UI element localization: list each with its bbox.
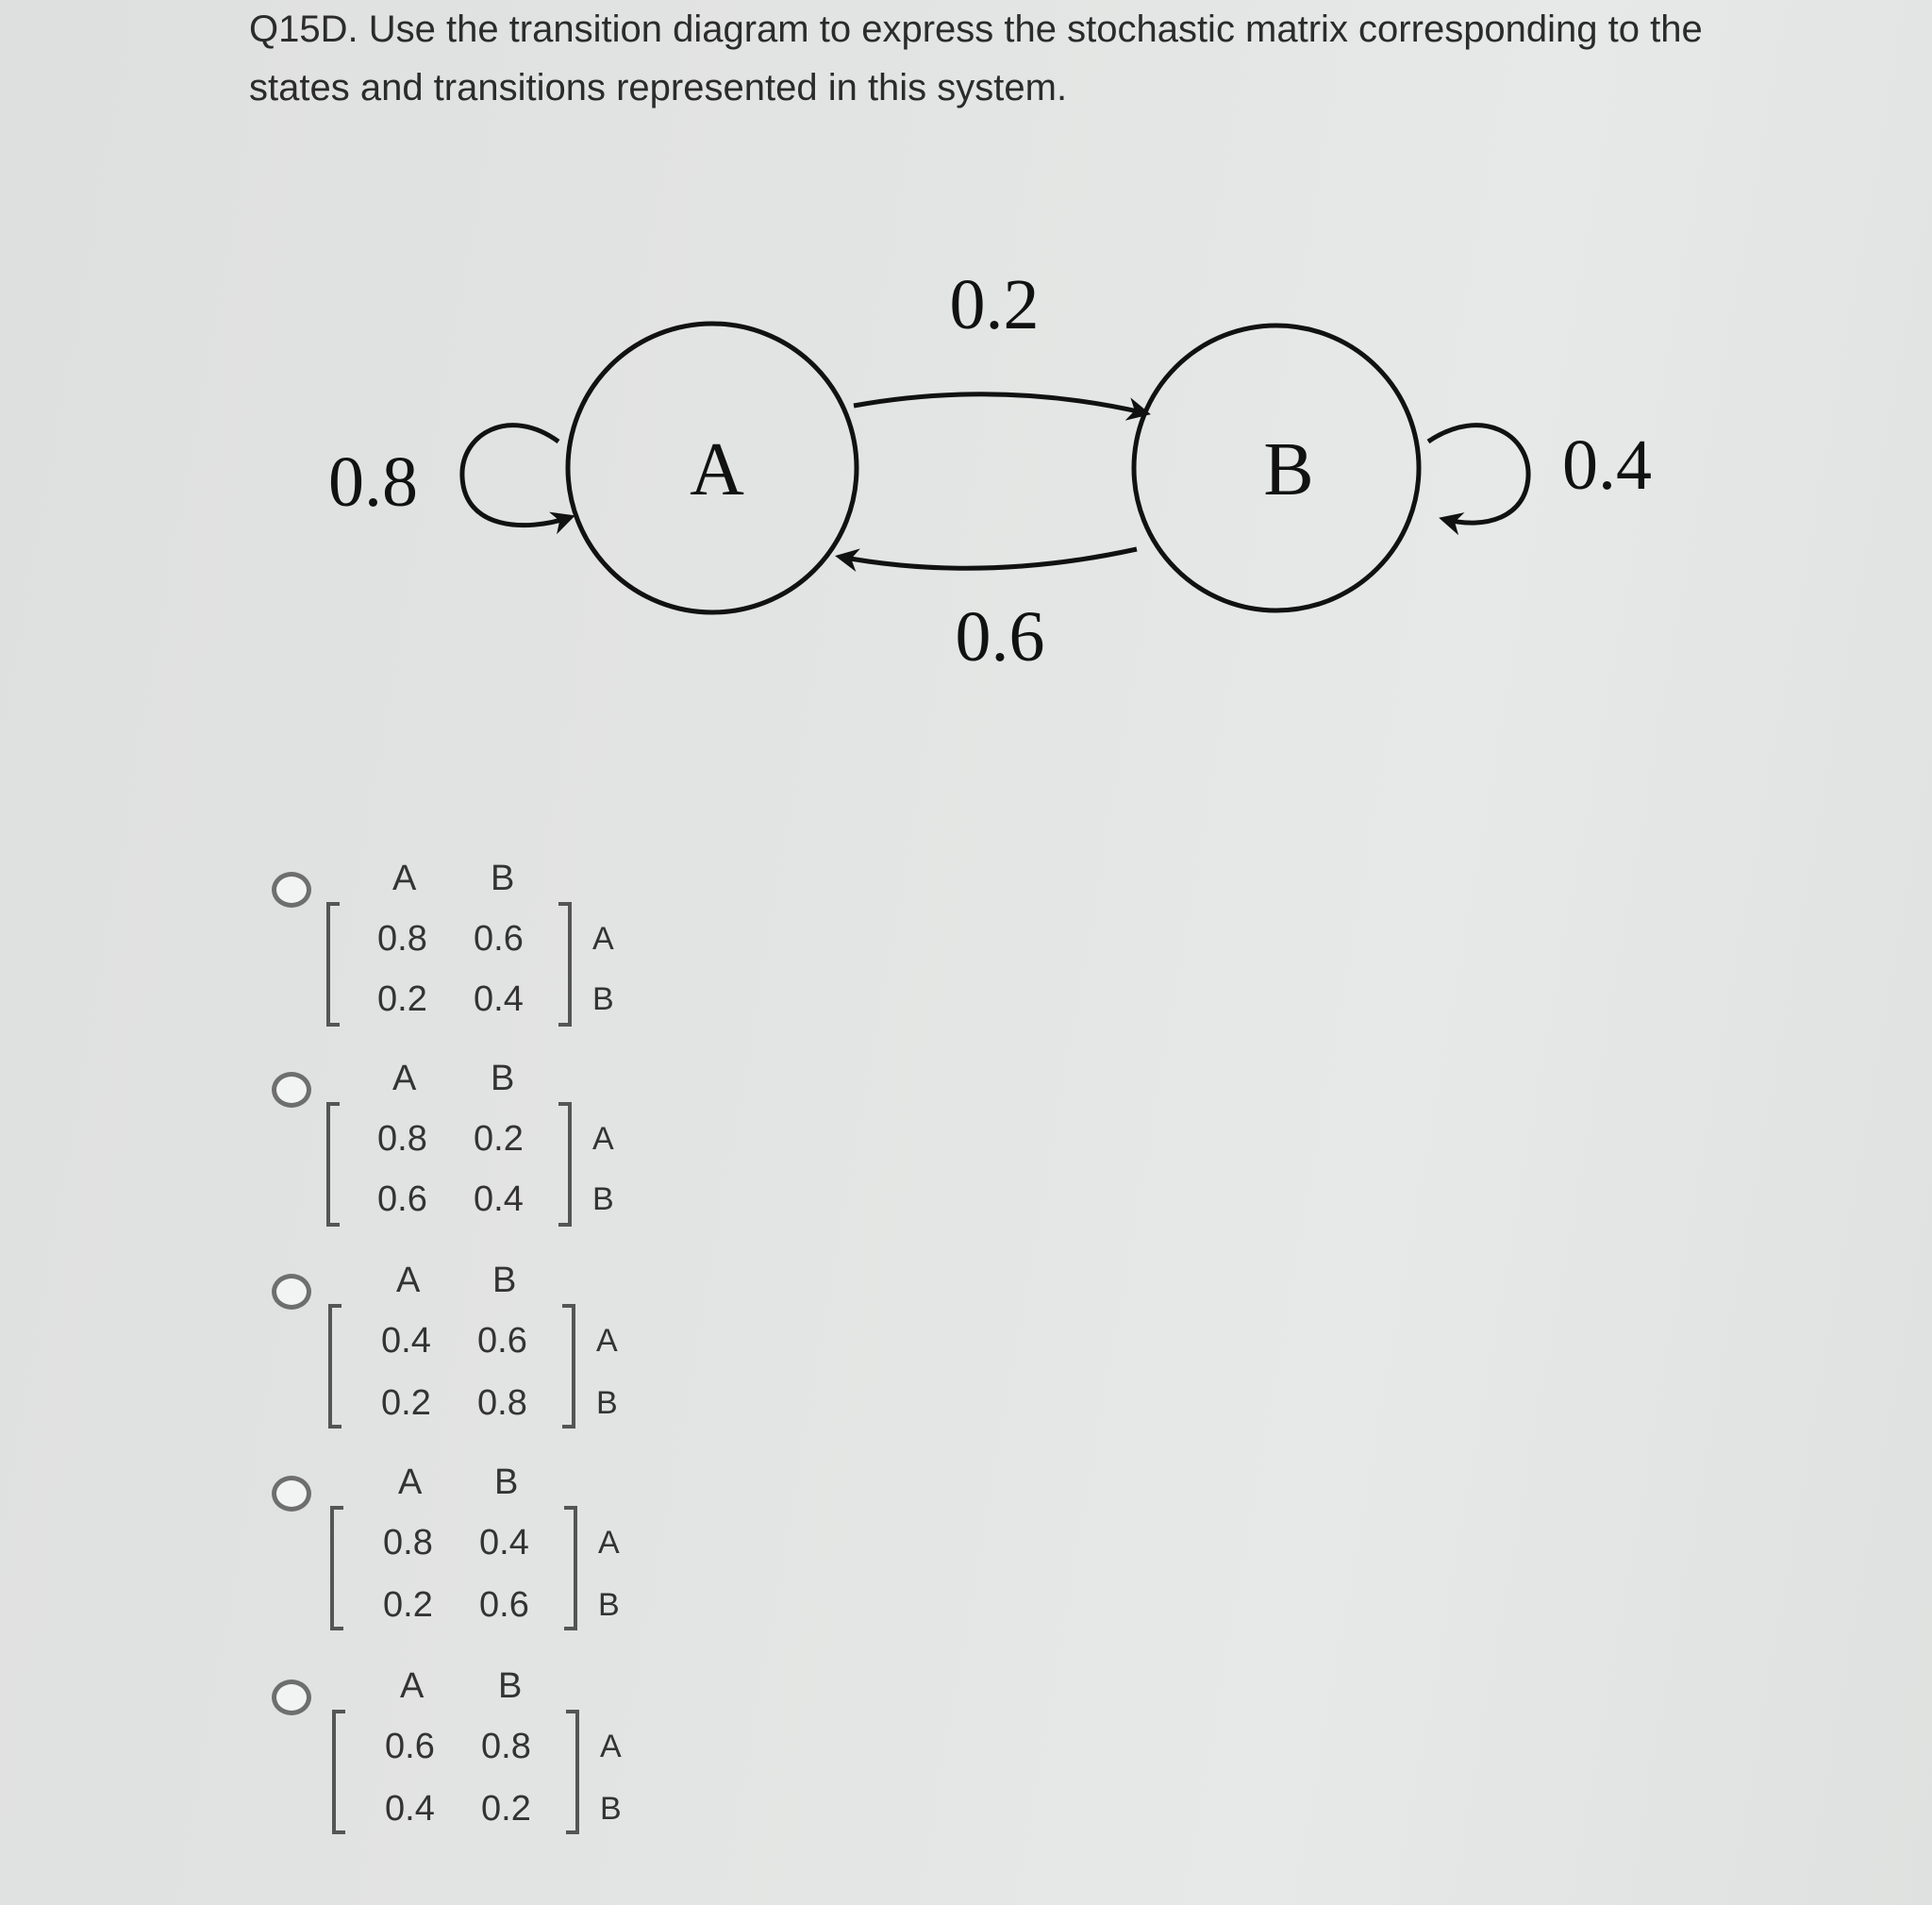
matrix-cell: 0.2 [381, 1383, 431, 1423]
matrix-cell: 0.2 [377, 979, 427, 1019]
answer-option-3[interactable] [272, 1261, 668, 1449]
matrix-cell: 0.4 [385, 1789, 435, 1829]
matrix-row-label: B [596, 1385, 618, 1421]
matrix-cell: 0.4 [474, 1179, 524, 1219]
matrix-right-bracket [562, 1304, 575, 1429]
matrix-cell: 0.6 [477, 1321, 527, 1361]
answer-option-5[interactable] [272, 1666, 668, 1855]
matrix-col-header: B [498, 1666, 523, 1706]
matrix-right-bracket [558, 1102, 572, 1227]
matrix-row-label: A [596, 1323, 618, 1359]
radio-button[interactable] [272, 1476, 311, 1512]
matrix-row-label: B [592, 1181, 614, 1217]
matrix-col-header: B [492, 1261, 517, 1300]
matrix-col-header: A [400, 1666, 425, 1706]
matrix-left-bracket [328, 1304, 341, 1429]
self-loop-a-label: 0.8 [328, 443, 418, 522]
matrix-cell: 0.6 [385, 1727, 435, 1766]
state-a-label: A [690, 428, 744, 511]
radio-button[interactable] [272, 1274, 311, 1310]
matrix-row-label: A [598, 1525, 620, 1561]
answer-option-2[interactable] [272, 1059, 668, 1247]
edge-b-to-a-label: 0.6 [955, 597, 1045, 677]
matrix-cell: 0.8 [477, 1383, 527, 1423]
matrix-row-label: B [592, 981, 614, 1017]
matrix-right-bracket [558, 902, 572, 1027]
matrix-row-label: A [600, 1729, 622, 1764]
matrix-col-header: A [396, 1261, 421, 1300]
edge-a-to-b [854, 394, 1146, 413]
matrix-cell: 0.2 [383, 1585, 433, 1625]
transition-diagram [0, 0, 1932, 717]
matrix-left-bracket [332, 1710, 345, 1834]
radio-button[interactable] [272, 872, 311, 908]
matrix-cell: 0.2 [481, 1789, 531, 1829]
matrix-row-label: A [592, 1121, 614, 1157]
self-loop-b [1428, 426, 1528, 523]
matrix-cell: 0.6 [474, 919, 524, 959]
matrix-col-header: A [392, 859, 417, 898]
radio-button[interactable] [272, 1072, 311, 1108]
matrix-cell: 0.8 [481, 1727, 531, 1766]
matrix-cell: 0.8 [377, 919, 427, 959]
edge-b-to-a [840, 549, 1137, 568]
matrix-row-label: A [592, 921, 614, 957]
answer-option-1[interactable] [272, 859, 668, 1047]
matrix-cell: 0.4 [474, 979, 524, 1019]
answer-option-4[interactable] [272, 1462, 668, 1651]
question-text: Q15D. Use the transition diagram to express the stochastic matrix corresponding to the states and transitions represented in this system. [249, 8, 1703, 109]
matrix-col-header: B [491, 1059, 515, 1098]
matrix-col-header: A [398, 1462, 423, 1502]
state-b-label: B [1263, 428, 1314, 511]
matrix-right-bracket [564, 1506, 577, 1630]
matrix-cell: 0.6 [377, 1179, 427, 1219]
matrix-cell: 0.4 [479, 1523, 529, 1562]
matrix-col-header: B [491, 859, 515, 898]
matrix-col-header: A [392, 1059, 417, 1098]
matrix-cell: 0.2 [474, 1119, 524, 1159]
matrix-left-bracket [326, 1102, 340, 1227]
matrix-row-label: B [598, 1587, 620, 1623]
matrix-cell: 0.6 [479, 1585, 529, 1625]
self-loop-b-label: 0.4 [1562, 426, 1652, 505]
matrix-cell: 0.8 [383, 1523, 433, 1562]
matrix-left-bracket [326, 902, 340, 1027]
matrix-row-label: B [600, 1791, 622, 1827]
radio-button[interactable] [272, 1679, 311, 1715]
matrix-col-header: B [494, 1462, 519, 1502]
matrix-right-bracket [566, 1710, 579, 1834]
self-loop-a [462, 426, 571, 526]
edge-a-to-b-label: 0.2 [949, 265, 1040, 344]
matrix-cell: 0.4 [381, 1321, 431, 1361]
matrix-left-bracket [330, 1506, 343, 1630]
matrix-cell: 0.8 [377, 1119, 427, 1159]
